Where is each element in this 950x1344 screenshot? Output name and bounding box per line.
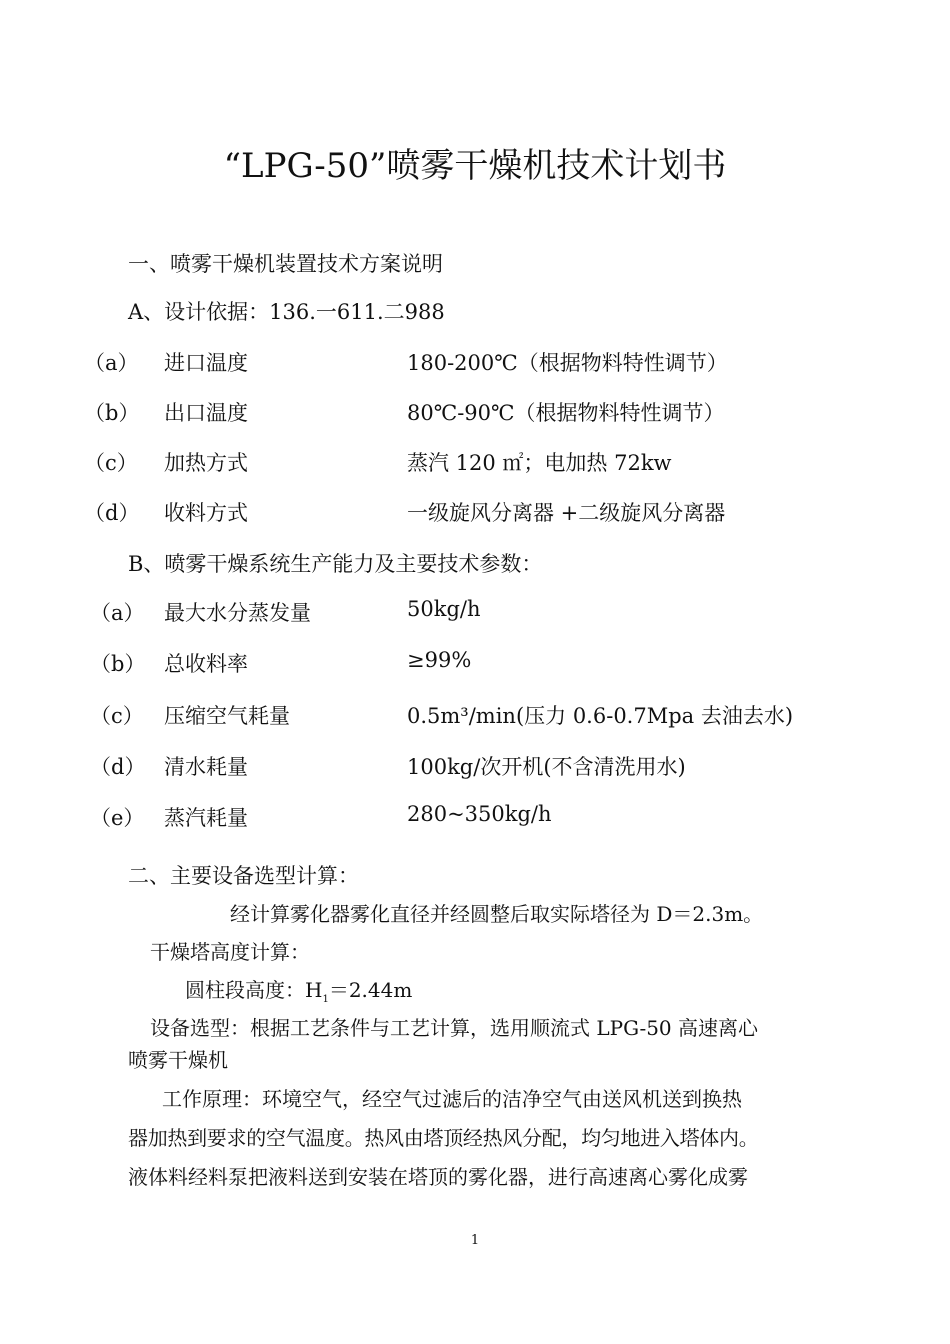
param-name: 最大水分蒸发量 (164, 601, 311, 625)
param-label: （b） (90, 652, 146, 676)
row-label: （d） (84, 501, 140, 525)
param-label: （d） (90, 755, 146, 779)
row-value: 180-200℃（根据物料特性调节） (407, 351, 728, 375)
cylinder-height-value: ＝2.44m (328, 978, 413, 1002)
section-b-heading: B、喷雾干燥系统生产能力及主要技术参数： (128, 552, 543, 576)
working-principle-line2: 器加热到要求的空气温度。热风由塔顶经热风分配，均匀地进入塔体内。 (128, 1126, 759, 1150)
param-value: 100kg/次开机(不含清洗用水) (407, 755, 686, 779)
param-label: （c） (90, 704, 144, 728)
equipment-selection-text-cont: 喷雾干燥机 (128, 1048, 228, 1072)
tower-height-heading: 干燥塔高度计算： (150, 940, 310, 964)
row-value: 蒸汽 120 ㎡；电加热 72kw (407, 451, 672, 475)
param-name: 清水耗量 (164, 755, 248, 779)
row-label: （c） (84, 451, 138, 475)
row-name: 进口温度 (164, 351, 248, 375)
cylinder-height-text (185, 974, 412, 1005)
equipment-selection-text: 设备选型：根据工艺条件与工艺计算，选用顺流式 LPG-50 高速离心 (150, 1016, 759, 1040)
row-name: 收料方式 (164, 501, 248, 525)
param-value: 50kg/h (407, 597, 481, 621)
cylinder-height-subscript: 1 (322, 994, 329, 1005)
row-label: （b） (84, 401, 140, 425)
row-name: 加热方式 (164, 451, 248, 475)
row-value: 一级旋风分离器 +二级旋风分离器 (407, 501, 726, 525)
design-basis: A、设计依据：136.一611.二988 (128, 300, 445, 324)
section2-heading: 二、主要设备选型计算： (128, 864, 359, 888)
tower-diameter-text: 经计算雾化器雾化直径并经圆整后取实际塔径为 D＝2.3m。 (230, 902, 764, 926)
param-label: （a） (90, 601, 145, 625)
document-title: “LPG-50”喷雾干燥机技术计划书 (223, 146, 727, 186)
cylinder-height-prefix: 圆柱段高度：H (185, 978, 323, 1002)
param-name: 压缩空气耗量 (164, 704, 290, 728)
section1-heading: 一、喷雾干燥机装置技术方案说明 (128, 252, 443, 276)
row-name: 出口温度 (164, 401, 248, 425)
param-value: 0.5m³/min(压力 0.6-0.7Mpa 去油去水) (407, 704, 794, 728)
param-value: 280~350kg/h (407, 802, 552, 826)
param-name: 蒸汽耗量 (164, 806, 248, 830)
working-principle-line1: 工作原理：环境空气，经空气过滤后的洁净空气由送风机送到换热 (162, 1087, 742, 1111)
param-value: ≥99% (407, 648, 472, 672)
working-principle-line3: 液体料经料泵把液料送到安装在塔顶的雾化器，进行高速离心雾化成雾 (128, 1165, 748, 1189)
row-value: 80℃-90℃（根据物料特性调节） (407, 401, 725, 425)
row-label: （a） (84, 351, 139, 375)
page-number: 1 (470, 1233, 480, 1248)
param-label: （e） (90, 806, 145, 830)
param-name: 总收料率 (164, 652, 248, 676)
